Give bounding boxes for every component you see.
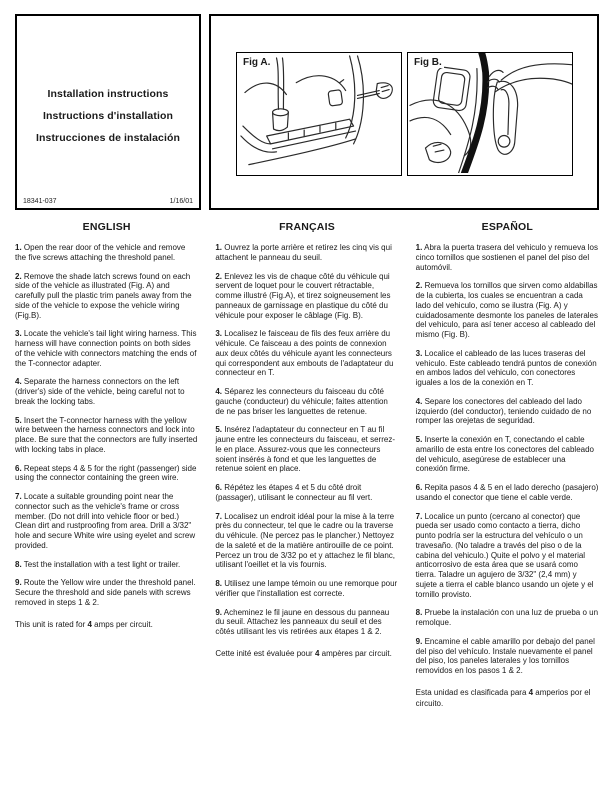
instruction-step — [15, 243, 198, 263]
title-english: Installation instructions — [47, 88, 169, 100]
step-text: Localice el cableado de las luces traseras del vehiculo. Este cableado tendrá puntos de conexión en ambos lados del vehiculo, con conectores iguales a los de la conexión en T. — [415, 348, 597, 387]
instruction-step — [416, 483, 599, 503]
step-text: Abra la puerta trasera del vehiculo y remueva los cinco tornillos que sostienen el panel del piso del automóvil. — [415, 243, 598, 272]
instruction-step — [215, 243, 398, 263]
step-text: Utilisez une lampe témoin ou une remorque pour vérifier que l'installation est correcte. — [215, 579, 398, 598]
column-english — [15, 221, 198, 710]
rating-note-english — [15, 619, 198, 631]
instruction-step — [416, 243, 599, 272]
column-header-spanish: ESPAÑOL — [481, 221, 534, 233]
rating-text: Esta unidad es clasificada para — [415, 687, 529, 697]
fig-a-drawing — [237, 53, 401, 176]
step-number: 1. — [415, 243, 423, 252]
instruction-step — [15, 272, 198, 321]
rating-note-french — [215, 648, 398, 660]
step-number: 9. — [15, 578, 22, 588]
vehicle-rear-outline — [241, 56, 363, 165]
title-spanish: Instrucciones de instalación — [35, 132, 180, 144]
instruction-step — [15, 377, 198, 406]
trim-panel — [493, 81, 517, 154]
step-text: Route the Yellow wire under the threshold panel. Secure the threshold and side panels with screws removed in steps 1 & 2. — [15, 578, 196, 607]
figures-panel — [209, 14, 599, 210]
step-text: Remove the shade latch screws found on each side of the vehicle as illustrated (Fig. A) and carefully pull the plastic trim panels away from the side of the vehicle to expose the vehicle wiring (Fig.B). — [15, 271, 192, 320]
instruction-step — [416, 608, 599, 628]
rating-text: Cette inité est évaluée pour — [215, 648, 315, 658]
vent-window — [432, 66, 470, 111]
revision-date: 1/16/01 — [169, 198, 193, 205]
step-number: 4. — [15, 377, 22, 387]
column-spanish — [416, 221, 599, 710]
step-number: 5. — [215, 425, 222, 435]
step-number: 4. — [215, 387, 222, 396]
instruction-step — [416, 637, 599, 676]
instruction-columns — [15, 221, 599, 710]
step-number: 2. — [415, 281, 423, 291]
lower-hand — [425, 142, 450, 162]
step-text: Remueva los tornillos que sirven como aldabillas de la cubierta, los cuales se encuentran a cada lado del vehiculo, como se ilustra (Fig. A) y cuidadosamente desmonte los paneles de laterales del vehiculo, para así tener acceso al cableado del mismo (Fig. B). — [415, 281, 598, 339]
title-box — [15, 14, 201, 210]
instruction-step — [15, 329, 198, 368]
instruction-step — [416, 512, 599, 600]
fig-a-frame — [236, 52, 402, 176]
step-text: Repeat steps 4 & 5 for the right (passenger) side using the connector containing the green wire. — [15, 463, 197, 483]
step-text: Localisez un endroit idéal pour la mise à la terre près du connecteur, tel que le cadre ou la traverse du véhicule. (Ne percez pas le plancher.) Nettoyez de la saleté et de la matière antirouille de ce point. Percez un trou de 3/32 po et y attachez le fil blanc, utilisant l'oeillet et la vis fournis. — [215, 511, 395, 570]
step-number: 5. — [415, 435, 423, 444]
instruction-step — [416, 281, 599, 340]
column-french — [215, 221, 398, 710]
title-french: Instructions d'installation — [42, 110, 174, 122]
part-row — [23, 198, 193, 205]
column-header-french: FRANÇAIS — [279, 221, 335, 233]
step-text: Encamine el cable amarillo por debajo del panel del piso del vehículo. Instale nuevamente el panel del piso, los paneles laterales y los tornillos removidos en los pasos 1 & 2. — [415, 636, 595, 675]
instruction-step — [416, 435, 599, 474]
instruction-step — [15, 560, 198, 570]
instruction-step — [215, 579, 398, 599]
fig-b-frame — [407, 52, 573, 176]
step-text: Test the installation with a test light or trailer. — [23, 559, 181, 569]
instruction-step — [215, 272, 398, 321]
step-text: Locate the vehicle's tail light wiring harness. This harness will have connection points on both sides of the vehicle with connectors matching the ends of the T-connector adapter. — [15, 329, 197, 368]
step-number: 8. — [215, 579, 222, 588]
instruction-step — [15, 578, 198, 607]
rating-text: ampères par circuit. — [319, 648, 392, 658]
instruction-step — [215, 512, 398, 571]
step-number: 9. — [415, 636, 423, 646]
rating-text: amperios por el circuito. — [415, 687, 591, 709]
step-text: Insert the T-connector harness with the yellow wire between the harness connectors and lock into place. Be sure that the connectors are fully inserted with locking tabs in place. — [15, 415, 198, 454]
step-number: 9. — [215, 607, 222, 617]
step-text: Acheminez le fil jaune en dessous du panneau du seuil. Attachez les panneaux du seuil et des côtés utilisant les vis retirées aux étapes 1 & 2. — [215, 607, 390, 636]
fig-b-label: Fig B. — [414, 57, 442, 68]
threshold-panel — [267, 119, 356, 149]
fig-a-label: Fig A. — [243, 57, 271, 68]
step-number: 5. — [15, 415, 22, 425]
step-text: Enlevez les vis de chaque côté du véhicule qui servent de loquet pour le couvert rétractable, comme illustré (Fig.A), et tirez soigneusement les panneaux de garnissage en plastique du côté du véhicule pour exposer le câblage (Fig. B). — [215, 271, 391, 320]
instruction-step — [15, 464, 198, 484]
wiring-strip — [458, 53, 485, 173]
step-number: 2. — [15, 271, 22, 281]
step-number: 3. — [215, 329, 222, 339]
rating-amps: 4 — [314, 648, 320, 658]
step-number: 1. — [15, 243, 22, 252]
step-text: Locate a suitable grounding point near the connector such as the vehicle's frame or cross member. (Do not drill into vehicle floor or bed.) Clean dirt and rustproofing from area. Drill a 3/32" hole and secure White wire using eyelet and screw provided. — [15, 492, 196, 550]
step-number: 3. — [415, 348, 423, 358]
column-header-english: ENGLISH — [82, 221, 131, 233]
part-number: 18341-037 — [23, 198, 57, 205]
shade-latch-hole — [328, 80, 344, 106]
instruction-step — [15, 492, 198, 551]
instruction-step — [215, 608, 398, 637]
instruction-step — [15, 416, 198, 455]
step-text: Pruebe la instalación con una luz de prueba o un remolque. — [415, 608, 599, 627]
step-text: Separate the harness connectors on the left (driver's) side of the vehicle, being careful not to break the locking tabs. — [15, 377, 185, 406]
step-number: 8. — [415, 608, 423, 618]
step-number: 4. — [415, 396, 423, 406]
step-number: 3. — [15, 329, 22, 339]
step-text: Localice un punto (cercano al conector) que pueda ser usado como contacto a tierra, dicho punto podría ser la estructura del vehículo o un travesaño. (No taladre a través del piso o de la cabina del vehiculo.) Quite el polvo y el material anticorrosivo de esta área que se usará como tierra. Taladre un agujero de 3/32" (2,4 mm) y sujete a tierra el cable blanco usando un ojete y el tornillo provisto. — [415, 511, 594, 599]
step-text: Separe los conectores del cableado del lado izquierdo (del conductor), teniendo cuidado de no romper las orejetas de seguridad. — [415, 396, 592, 426]
header-row — [15, 14, 599, 210]
step-text: Open the rear door of the vehicle and remove the five screws attaching the threshold panel. — [15, 243, 186, 262]
fig-b-drawing — [408, 53, 572, 173]
instruction-step — [416, 349, 599, 388]
rating-note-spanish — [416, 687, 599, 710]
step-text: Séparez les connecteurs du faisceau du côté gauche (conducteur) du véhicule; faites attention de ne pas briser les languettes de retenue. — [215, 387, 388, 416]
step-number: 6. — [415, 483, 423, 492]
title-stack — [23, 34, 193, 198]
instruction-step — [215, 329, 398, 378]
step-number: 1. — [215, 243, 222, 252]
step-number: 7. — [415, 511, 423, 521]
instruction-step — [215, 425, 398, 474]
step-text: Localisez le faisceau de fils des feux arrière du véhicule. Ce faisceau a des points de connexion aux deux côtés du véhicule ayant les connecteurs qui correspondent aux embouts de l'adaptateur du connecteur en T. — [215, 329, 394, 378]
step-number: 7. — [215, 511, 222, 521]
step-text: Insérez l'adaptateur du connecteur en T au fil jaune entre les connecteurs du faisceau, et serrez-le en place. Assurez-vous que les connecteurs soient insérés à fond et que les languettes de retenue soient en place. — [215, 425, 395, 474]
pulling-hand — [488, 64, 572, 92]
rating-amps: 4 — [87, 619, 92, 629]
rating-amps: 4 — [528, 687, 534, 697]
step-text: Répétez les étapes 4 et 5 du côté droit (passager), utilisant le connecteur au fil vert. — [215, 483, 373, 502]
rating-text: This unit is rated for — [15, 619, 88, 629]
step-number: 6. — [15, 463, 22, 473]
step-number: 7. — [15, 492, 22, 501]
instruction-step — [416, 397, 599, 426]
step-number: 2. — [215, 271, 222, 281]
step-text: Inserte la conexión en T, conectando el cable amarillo de esta entre los conectores del cableado del vehiculo, asegúrese de establecer una conexión firme. — [415, 435, 594, 474]
step-text: Repita pasos 4 & 5 en el lado derecho (pasajero) usando el conector que tiene el cable verde. — [415, 483, 599, 502]
rating-text: amps per circuit. — [91, 619, 153, 629]
step-number: 6. — [215, 483, 222, 492]
step-text: Ouvrez la porte arrière et retirez les cinq vis qui attachent le panneau du seuil. — [215, 243, 392, 262]
instruction-step — [215, 387, 398, 416]
step-number: 8. — [15, 559, 22, 569]
instruction-step — [215, 483, 398, 503]
